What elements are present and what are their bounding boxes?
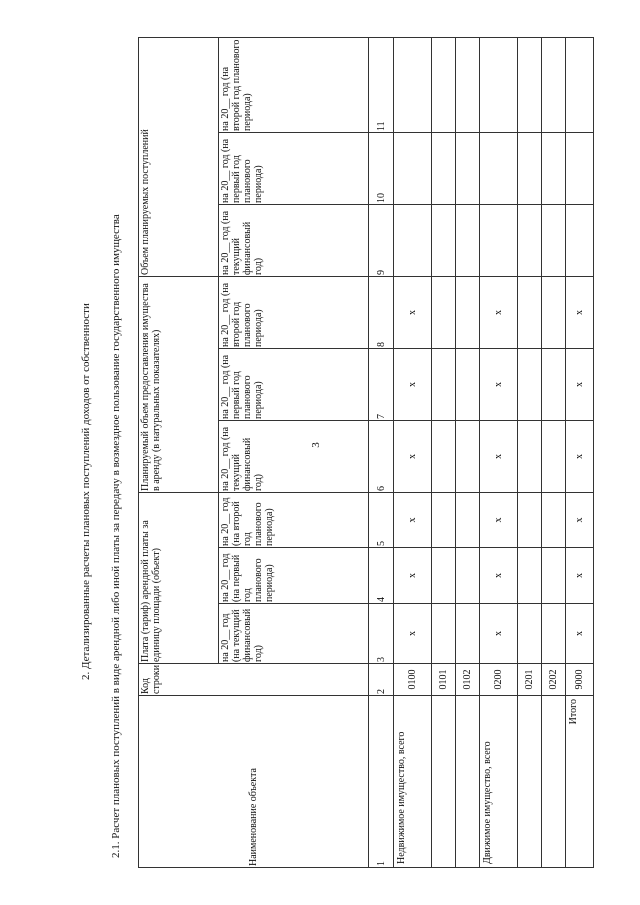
- col-num: 4: [369, 548, 394, 604]
- col-num: 10: [369, 132, 394, 204]
- value-cell: x: [566, 420, 594, 492]
- table-row: [566, 37, 594, 867]
- row-code-cell: 0100: [394, 664, 432, 696]
- row-name-cell: [456, 696, 480, 868]
- rotated-table: [138, 37, 594, 868]
- col-head-rate-p2: на 20__ год (на второй год планового периода): [219, 492, 369, 547]
- value-cell: [432, 548, 456, 604]
- value-cell: [518, 604, 542, 664]
- value-cell: [480, 37, 518, 132]
- col-num: 8: [369, 276, 394, 348]
- col-head-rate-p1: на 20__ год (на первый год планового периода): [219, 548, 369, 604]
- section-heading: 2. Детализированные расчеты плановых поступлений доходов от собственности: [80, 303, 92, 680]
- value-cell: [432, 132, 456, 204]
- value-cell: [394, 37, 432, 132]
- value-cell: [542, 37, 566, 132]
- col-num: 5: [369, 492, 394, 547]
- row-name-cell: Движимое имущество, всего: [480, 696, 518, 868]
- value-cell: [456, 37, 480, 132]
- table-row: [432, 37, 456, 867]
- value-cell: [432, 276, 456, 348]
- value-cell: [456, 348, 480, 420]
- col-num: 2: [369, 664, 394, 696]
- value-cell: x: [394, 420, 432, 492]
- column-numbers-row: [369, 37, 394, 867]
- value-cell: x: [394, 492, 432, 547]
- value-cell: x: [394, 604, 432, 664]
- col-head-vol-cur: на 20__ год (на текущий финансовый год): [219, 420, 369, 492]
- col-head-rec-cur: на 20__ год (на текущий финансовый год): [219, 204, 369, 276]
- table-row: [542, 37, 566, 867]
- value-cell: [518, 276, 542, 348]
- subsection-heading: 2.1. Расчет плановых поступлений в виде арендной либо иной платы за передачу в возмездное пользование государственного имущества: [110, 214, 122, 858]
- value-cell: [518, 420, 542, 492]
- col-num: 9: [369, 204, 394, 276]
- col-num: 6: [369, 420, 394, 492]
- col-head-code: Код строки: [139, 664, 369, 696]
- row-name-cell: [518, 696, 542, 868]
- col-head-vol-p2: на 20__ год (на второй год планового периода): [219, 276, 369, 348]
- value-cell: [456, 276, 480, 348]
- row-code-cell: 0202: [542, 664, 566, 696]
- value-cell: [566, 204, 594, 276]
- value-cell: x: [394, 548, 432, 604]
- value-cell: [542, 348, 566, 420]
- value-cell: [456, 132, 480, 204]
- page-number: 3: [310, 442, 322, 448]
- value-cell: x: [480, 420, 518, 492]
- value-cell: [456, 204, 480, 276]
- value-cell: [542, 420, 566, 492]
- value-cell: [456, 492, 480, 547]
- col-head-vol-p1: на 20__ год (на первый год планового периода): [219, 348, 369, 420]
- value-cell: x: [480, 348, 518, 420]
- value-cell: [480, 204, 518, 276]
- value-cell: [456, 420, 480, 492]
- row-code-cell: 0200: [480, 664, 518, 696]
- row-name-cell: Недвижимое имущество, всего: [394, 696, 432, 868]
- value-cell: [542, 604, 566, 664]
- row-code-cell: 9000: [566, 664, 594, 696]
- row-code-cell: 0102: [456, 664, 480, 696]
- value-cell: [542, 492, 566, 547]
- value-cell: x: [394, 276, 432, 348]
- col-num: 7: [369, 348, 394, 420]
- value-cell: [456, 548, 480, 604]
- value-cell: x: [480, 276, 518, 348]
- value-cell: [432, 37, 456, 132]
- value-cell: x: [566, 492, 594, 547]
- value-cell: [566, 37, 594, 132]
- value-cell: [518, 348, 542, 420]
- table-row: [480, 37, 518, 867]
- row-name-cell: [432, 696, 456, 868]
- row-code-cell: 0101: [432, 664, 456, 696]
- value-cell: [432, 204, 456, 276]
- value-cell: [456, 604, 480, 664]
- value-cell: [518, 132, 542, 204]
- value-cell: x: [566, 604, 594, 664]
- col-head-volume: Планируемый объем предоставления имущества в аренду (в натуральных показателях): [139, 276, 219, 492]
- table-row: [394, 37, 432, 867]
- col-num: 3: [369, 604, 394, 664]
- value-cell: x: [480, 548, 518, 604]
- value-cell: x: [480, 492, 518, 547]
- table-row: [518, 37, 542, 867]
- col-num: 1: [369, 696, 394, 868]
- col-head-rate-cur: на 20__ год (на текущий финансовый год): [219, 604, 369, 664]
- col-head-rate: Плата (тариф) арендной платы за единицу площади (объект): [139, 492, 219, 663]
- value-cell: [518, 548, 542, 604]
- value-cell: [542, 204, 566, 276]
- row-name-cell: [542, 696, 566, 868]
- col-head-name: Наименование объекта: [139, 696, 369, 868]
- table-row: [456, 37, 480, 867]
- value-cell: [432, 492, 456, 547]
- value-cell: [542, 548, 566, 604]
- row-name-cell: Итого: [566, 696, 594, 868]
- value-cell: x: [566, 276, 594, 348]
- value-cell: x: [566, 548, 594, 604]
- value-cell: [518, 492, 542, 547]
- value-cell: x: [394, 348, 432, 420]
- value-cell: [542, 132, 566, 204]
- col-head-rec-p2: на 20__ год (на второй год планового периода): [219, 37, 369, 132]
- value-cell: [394, 132, 432, 204]
- row-code-cell: 0201: [518, 664, 542, 696]
- value-cell: [432, 420, 456, 492]
- value-cell: [394, 204, 432, 276]
- value-cell: [542, 276, 566, 348]
- col-head-rec-p1: на 20__ год (на первый год планового периода): [219, 132, 369, 204]
- value-cell: [566, 132, 594, 204]
- value-cell: [432, 604, 456, 664]
- value-cell: [518, 204, 542, 276]
- value-cell: [432, 348, 456, 420]
- col-num: 11: [369, 37, 394, 132]
- value-cell: [518, 37, 542, 132]
- col-head-receipts: Объем планируемых поступлений: [139, 37, 219, 276]
- table-rotated-wrapper: [138, 38, 585, 868]
- value-cell: [480, 132, 518, 204]
- value-cell: x: [566, 348, 594, 420]
- value-cell: x: [480, 604, 518, 664]
